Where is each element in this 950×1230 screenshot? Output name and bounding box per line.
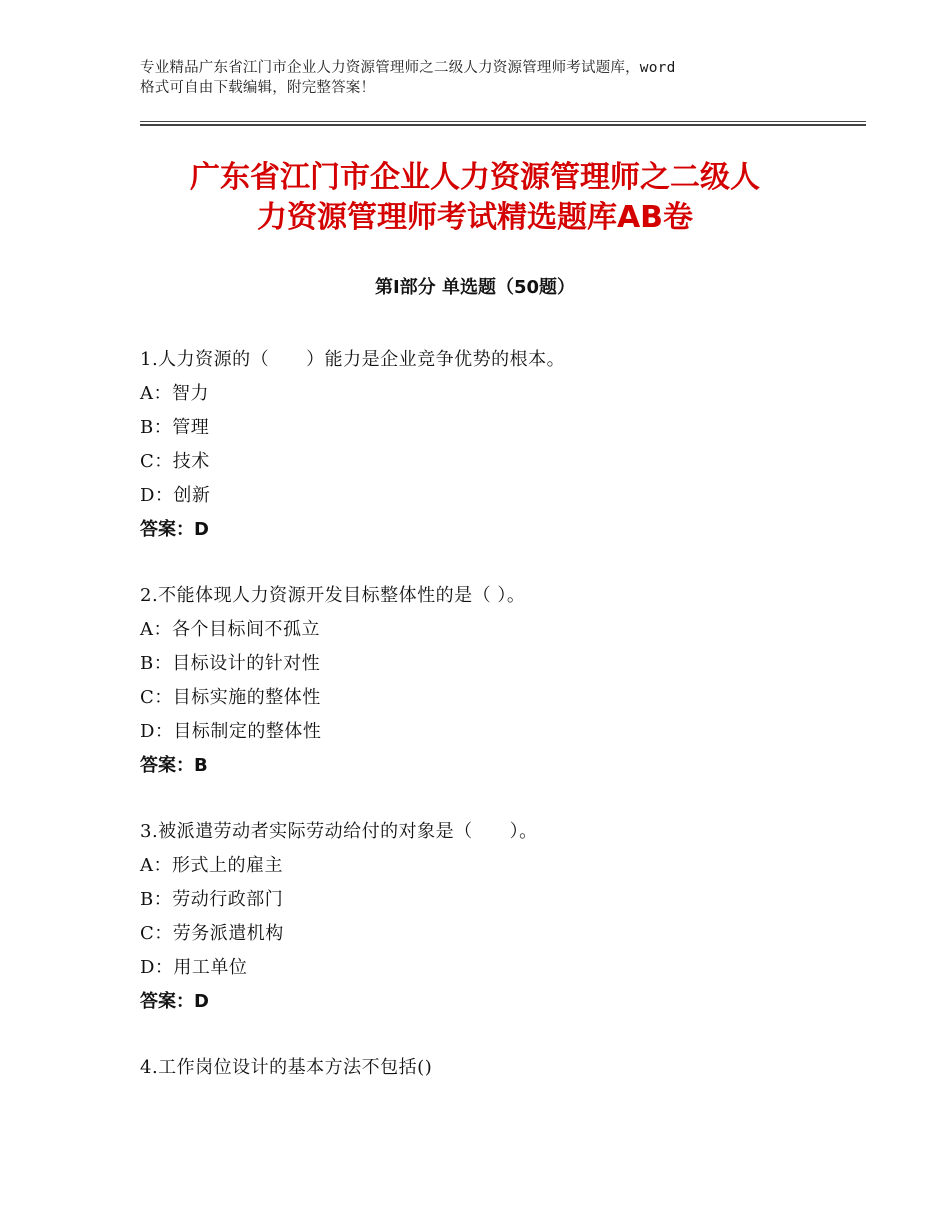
question-stem: 2.不能体现人力资源开发目标整体性的是（ ）。 bbox=[140, 585, 526, 606]
question-option: D：目标制定的整体性 bbox=[140, 721, 322, 742]
section-title: 第Ⅰ部分 单选题（50题） bbox=[374, 277, 575, 298]
header-note bbox=[140, 58, 840, 98]
question-answer: 答案：D bbox=[140, 519, 209, 540]
document-title-line-2: 力资源管理师考试精选题库AB卷 bbox=[256, 200, 694, 235]
question-option: A：各个目标间不孤立 bbox=[140, 619, 320, 640]
question-option: C：劳务派遣机构 bbox=[140, 923, 284, 944]
question-option: C：技术 bbox=[140, 451, 210, 472]
header-note-line-2: 格式可自由下载编辑，附完整答案！ bbox=[140, 80, 376, 96]
question-stem: 3.被派遣劳动者实际劳动给付的对象是（ ）。 bbox=[140, 821, 538, 842]
question-4 bbox=[140, 1051, 840, 1085]
question-option: A：智力 bbox=[140, 383, 209, 404]
document-title bbox=[120, 158, 830, 238]
question-option: D：创新 bbox=[140, 485, 211, 506]
document-title-line-1: 广东省江门市企业人力资源管理师之二级人 bbox=[190, 160, 760, 195]
question-option: B：管理 bbox=[140, 417, 210, 438]
question-option: A：形式上的雇主 bbox=[140, 855, 283, 876]
question-list bbox=[140, 343, 840, 1117]
header-divider bbox=[140, 121, 866, 126]
question-2 bbox=[140, 579, 840, 783]
question-stem: 4.工作岗位设计的基本方法不包括() bbox=[140, 1057, 433, 1078]
header-note-line-1: 专业精品广东省江门市企业人力资源管理师之二级人力资源管理师考试题库，word bbox=[140, 60, 676, 76]
question-3 bbox=[140, 815, 840, 1019]
question-option: B：目标设计的针对性 bbox=[140, 653, 321, 674]
question-option: B：劳动行政部门 bbox=[140, 889, 284, 910]
question-answer: 答案：D bbox=[140, 991, 209, 1012]
question-option: D：用工单位 bbox=[140, 957, 248, 978]
question-1 bbox=[140, 343, 840, 547]
question-answer: 答案：B bbox=[140, 755, 208, 776]
question-option: C：目标实施的整体性 bbox=[140, 687, 321, 708]
question-stem: 1.人力资源的（ ）能力是企业竞争优势的根本。 bbox=[140, 349, 566, 370]
